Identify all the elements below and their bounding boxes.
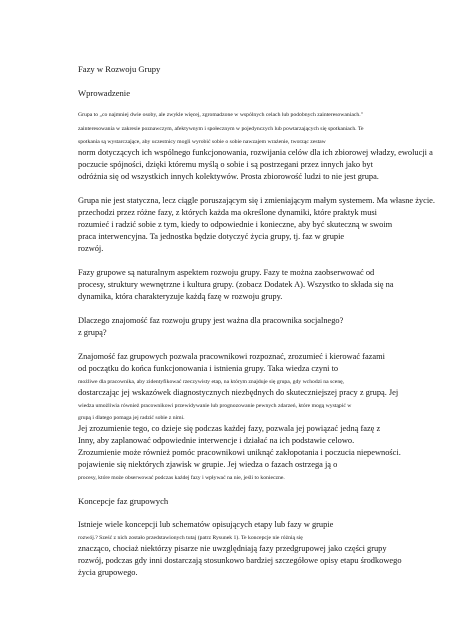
text-line: rozwój.	[78, 244, 104, 253]
text-line: odróżnia się od wszystkich innych kolektywów. Prosta zbiorowość ludzi to nie jest grupa.	[78, 172, 379, 181]
text-line: wiedza umożliwia również pracownikowi przewidywanie lub prognozowanie pewnych zdarzeń, które mogą wystąpić w	[78, 403, 352, 409]
text-line: przechodzi przez różne fazy, z których każda ma określone dynamiki, które praktyk musi	[78, 208, 377, 217]
heading: Wprowadzenie	[78, 88, 131, 98]
text-line: procesy, które może obserwować podczas każdej fazy i wpływać na nie, jeśli to konieczne.	[78, 475, 285, 481]
text-line: od początku do końca funkcjonowania i istnienia grupy. Taka wiedza czyni to	[78, 364, 339, 373]
text-line: znacząco, chociaż niektórzy pisarze nie uwzględniają fazy przedgrupowej jako części grupy	[78, 544, 387, 553]
text-line: rozumieć i radzić sobie z tym, kiedy to odpowiednie i konieczne, aby być skuteczną w swoim	[78, 220, 393, 229]
text-line: Grupa to „co najmniej dwie osoby, ale zwykle więcej, zgromadzone w wspólnych celach lub podobnych zainteresowaniach."	[78, 112, 363, 118]
text-line: rozwój.? Sześć z nich zostało przedstawionych tutaj (patrz Rysunek 1). Te koncepcje nie różnią się	[78, 535, 303, 541]
text-line: grupą i dlatego pomaga jej radzić sobie z nimi.	[78, 415, 185, 421]
text-line: Grupa nie jest statyczna, lecz ciągle poruszającym się i zmieniającym małym systemem. Ma własne życie.	[78, 196, 435, 205]
text-line: poczucie spójności, dzięki któremu myślą o sobie i są postrzegani przez innych jako byt	[78, 160, 373, 169]
text-line: spotkania są wystarczające, aby uczestnicy mogli wyrobić sobie o sobie nawzajem wrażenie, tworząc zestaw	[78, 139, 326, 145]
heading: Fazy w Rozwoju Grupy	[78, 64, 161, 74]
text-line: Istnieje wiele koncepcji lub schematów opisujących etapy lub fazy w grupie	[78, 520, 334, 529]
text-line: Jej zrozumienie tego, co dzieje się podczas każdej fazy, pozwala jej powiązać jedną fazę z	[78, 424, 381, 433]
text-line: Fazy grupowe są naturalnym aspektem rozwoju grupy. Fazy te można zaobserwować od	[78, 268, 375, 277]
text-line: z grupą?	[78, 328, 107, 337]
text-line: pojawienie się niektórych zjawisk w grupie. Jej wiedza o fazach ostrzega ją o	[78, 460, 338, 469]
text-line: Inny, aby zaplanować odpowiednie interwencje i działać na ich podstawie celowo.	[78, 436, 355, 445]
text-line: procesy, struktury wewnętrzne i kultura grupy. (zobacz Dodatek A). Wszystko to składa się na	[78, 280, 394, 289]
text-line: Znajomość faz grupowych pozwala pracownikowi rozpoznać, zrozumieć i kierować fazami	[78, 352, 385, 361]
text-line: Zrozumienie może również pomóc pracownikowi uniknąć zakłopotania i poczucia niepewności.	[78, 448, 401, 457]
text-line: zainteresowania w zakresie poznawczym, afektywnym i społecznym w pojedynczych lub powtarzających się spotkaniach. Te	[78, 126, 364, 132]
text-line: życia grupowego.	[78, 568, 138, 577]
text-line: dynamika, która charakteryzuje każdą fazę w rozwoju grupy.	[78, 292, 283, 301]
text-line: dostarczając jej wskazówek diagnostycznych niezbędnych do skuteczniejszej pracy z grupą. Jej	[78, 388, 399, 397]
text-line: norm dotyczących ich wspólnego funkcjonowania, rozwijania celów dla ich zbiorowej władzy, ewolucji a	[78, 148, 433, 157]
heading: Koncepcje faz grupowych	[78, 496, 169, 506]
text-line: Dlaczego znajomość faz rozwoju grupy jest ważna dla pracownika socjalnego?	[78, 316, 344, 325]
text-line: rozwój, podczas gdy inni dostarczają stosunkowo bardziej szczegółowe opisy etapu środkowego	[78, 556, 402, 565]
text-line: praca interwencyjna. Ta jednostka będzie dotyczyć życia grupy, tj. faz w grupie	[78, 232, 345, 241]
text-line: możliwe dla pracownika, aby zidentyfikować rzeczywisty etap, na którym znajduje się grupa, gdy wchodzi na scenę,	[78, 379, 345, 385]
